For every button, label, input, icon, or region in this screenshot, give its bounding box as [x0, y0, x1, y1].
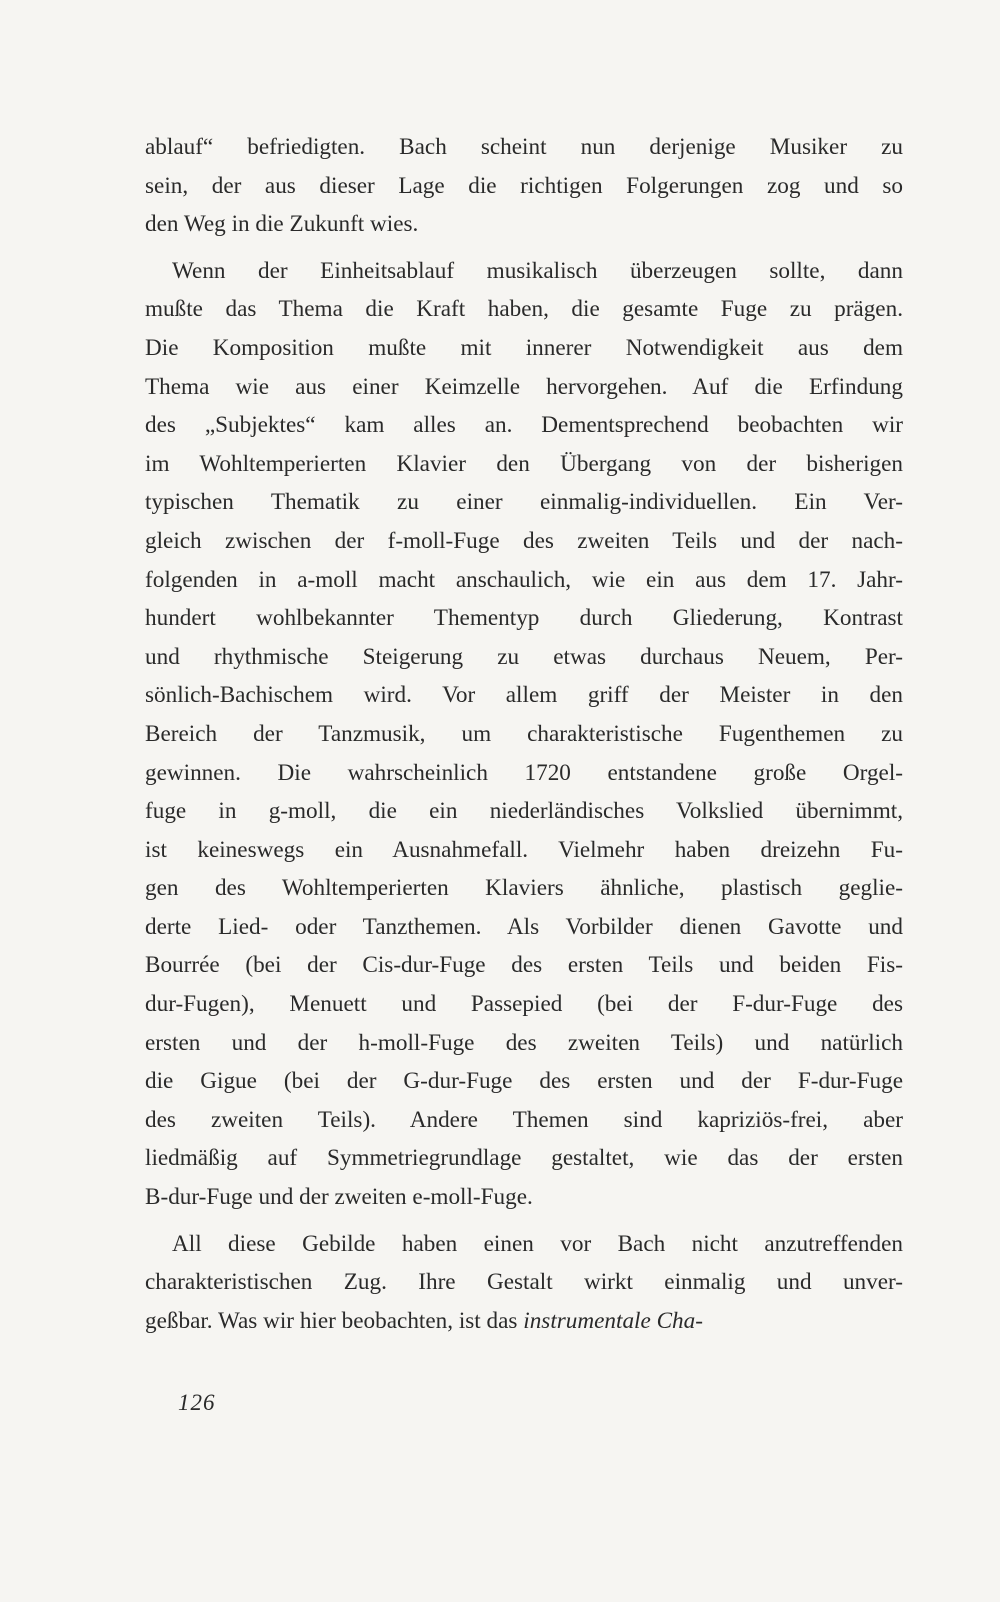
text-line: gewinnen. Die wahrscheinlich 1720 entstandene große Orgel- [145, 759, 903, 786]
text-line: fuge in g-moll, die ein niederländisches Volkslied übernimmt, [145, 798, 903, 825]
text-line: und rhythmische Steigerung zu etwas durchaus Neuem, Per- [145, 643, 903, 670]
text-line: Wenn der Einheitsablauf musikalisch überzeugen sollte, dann [172, 257, 903, 284]
text-line: mußte das Thema die Kraft haben, die gesamte Fuge zu prägen. [145, 296, 903, 323]
body-text [145, 128, 903, 1340]
paragraph-1 [145, 128, 903, 244]
text-line: sönlich-Bachischem wird. Vor allem griff der Meister in den [145, 682, 903, 709]
text-line: hundert wohlbekannter Thementyp durch Gliederung, Kontrast [145, 605, 903, 632]
text-line-plain: geßbar. Was wir hier beobachten, ist das [145, 1307, 524, 1334]
text-line: des „Subjektes“ kam alles an. Dementsprechend beobachten wir [145, 412, 903, 439]
text-line: sein, der aus dieser Lage die richtigen Folgerungen zog und so [145, 172, 903, 199]
text-line: liedmäßig auf Symmetriegrundlage gestaltet, wie das der ersten [145, 1145, 903, 1172]
text-line: dur-Fugen), Menuett und Passepied (bei der F-dur-Fuge des [145, 991, 903, 1018]
text-line: Thema wie aus einer Keimzelle hervorgehen. Auf die Erfindung [145, 373, 903, 400]
text-line: im Wohltemperierten Klavier den Übergang von der bisherigen [145, 450, 903, 477]
text-line: Die Komposition mußte mit innerer Notwendigkeit aus dem [145, 334, 903, 361]
text-line-italic: instrumentale Cha- [523, 1307, 703, 1334]
paragraph-3 [145, 1225, 903, 1302]
text-line: Bourrée (bei der Cis-dur-Fuge des ersten Teils und beiden Fis- [145, 952, 903, 979]
text-line: ablauf“ befriedigten. Bach scheint nun derjenige Musiker zu [145, 134, 903, 160]
text-line: folgenden in a-moll macht anschaulich, wie ein aus dem 17. Jahr- [145, 566, 903, 593]
text-line: den Weg in die Zukunft wies. [145, 211, 419, 238]
paragraph-2 [145, 252, 903, 1217]
text-line: gen des Wohltemperierten Klaviers ähnliche, plastisch geglie- [145, 875, 903, 902]
text-line: ersten und der h-moll-Fuge des zweiten Teils) und natürlich [145, 1029, 903, 1056]
text-line [145, 1302, 903, 1341]
text-line: die Gigue (bei der G-dur-Fuge des ersten und der F-dur-Fuge [145, 1068, 903, 1095]
text-line: Bereich der Tanzmusik, um charakteristische Fugenthemen zu [145, 720, 903, 747]
text-line: gleich zwischen der f-moll-Fuge des zweiten Teils und der nach- [145, 527, 903, 554]
text-line: All diese Gebilde haben einen vor Bach nicht anzutreffenden [172, 1230, 903, 1257]
text-line: derte Lied- oder Tanzthemen. Als Vorbilder dienen Gavotte und [145, 913, 903, 940]
text-line: ist keineswegs ein Ausnahmefall. Vielmehr haben dreizehn Fu- [145, 836, 903, 863]
text-line: charakteristischen Zug. Ihre Gestalt wirkt einmalig und unver- [145, 1269, 903, 1296]
page-number: 126 [178, 1390, 216, 1415]
text-line: B-dur-Fuge und der zweiten e-moll-Fuge. [145, 1184, 533, 1211]
text-line: des zweiten Teils). Andere Themen sind kapriziös-frei, aber [145, 1106, 903, 1133]
text-line: typischen Thematik zu einer einmalig-individuellen. Ein Ver- [145, 489, 903, 516]
